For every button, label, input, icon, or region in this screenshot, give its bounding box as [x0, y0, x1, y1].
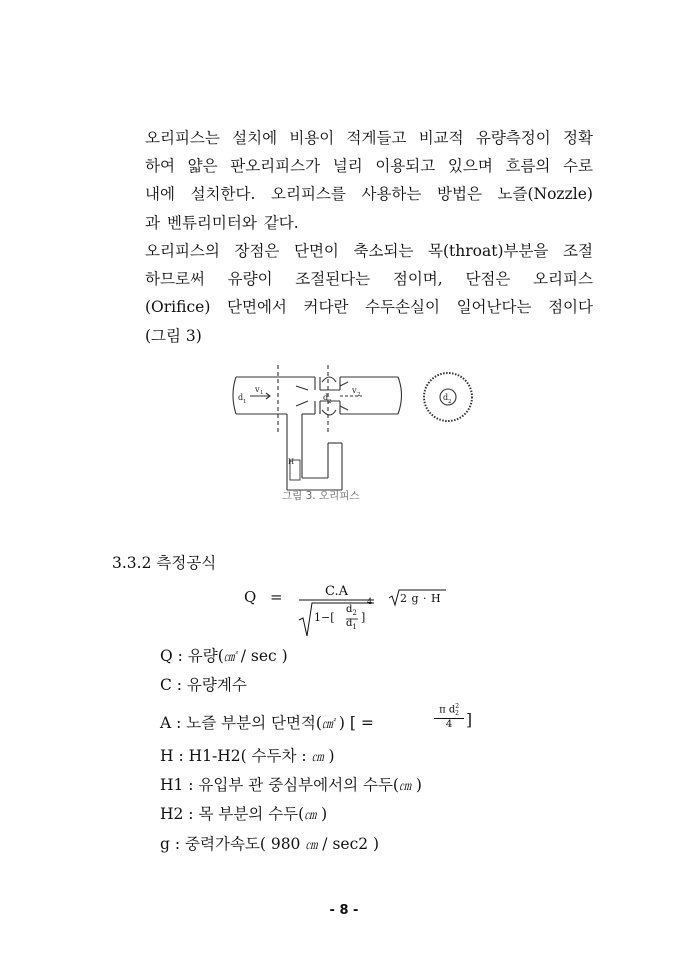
text-line — [145, 180, 593, 208]
word: 커다란 — [303, 298, 349, 317]
word: 오리피스는 — [145, 129, 220, 147]
word: 있으며 — [447, 157, 493, 176]
word: 방법은 — [437, 185, 482, 204]
word: 조절된다는 — [295, 270, 371, 289]
word: 판오리피스가 — [230, 157, 321, 176]
word: 비용이 — [289, 129, 335, 147]
text-line — [145, 322, 593, 350]
label-v1: v — [255, 385, 260, 394]
word: 노즐(Nozzle) — [497, 185, 593, 204]
word: 단면에서 — [227, 298, 287, 317]
word: 일어난다는 — [456, 298, 532, 317]
text-line — [145, 237, 593, 265]
word: 얇은 — [187, 157, 218, 176]
paragraph-1 — [145, 124, 593, 237]
word: 단점은 — [465, 270, 511, 289]
area-bracket-close: ] — [466, 711, 473, 729]
text-line — [145, 209, 593, 237]
word: 축소되는 — [353, 242, 414, 260]
word: 오리피스의 — [145, 242, 220, 260]
word: 수로 — [563, 157, 593, 176]
word: 점이다 — [548, 298, 593, 317]
paragraph-2 — [145, 237, 593, 350]
word: 목(throat)부분을 — [428, 242, 549, 260]
text-line — [145, 265, 593, 293]
def-C: C : 유량계수 — [160, 676, 247, 694]
word: 점이며, — [392, 270, 443, 289]
word: 과 — [145, 213, 160, 232]
def-g: g : 중력가속도( 980 ㎝ / sec2 ) — [160, 835, 380, 853]
word: 사용하는 — [361, 185, 422, 204]
label-disk: d — [443, 393, 449, 402]
word: 정확 — [563, 129, 593, 147]
word: 널리 — [332, 157, 363, 176]
word: 적게들고 — [346, 129, 407, 147]
word: 벤튜리미터와 — [166, 213, 257, 232]
def-H2: H2 : 목 부분의 수두(㎝ ) — [160, 805, 328, 823]
svg-text:2: 2 — [328, 399, 332, 405]
word: 단면이 — [293, 242, 339, 260]
word: 하여 — [145, 157, 175, 176]
page-number: - 8 - — [329, 903, 359, 918]
label-d2: d — [323, 393, 329, 402]
word: (그림 3) — [145, 326, 202, 345]
word: 유량측정이 — [475, 129, 551, 147]
svg-text:2: 2 — [357, 392, 361, 398]
word: 유량이 — [227, 270, 273, 289]
area-fraction: π $d^2_2$ 4 — [434, 703, 464, 730]
label-H: H — [288, 458, 295, 466]
text-line — [145, 152, 593, 180]
word: 같다. — [263, 213, 299, 232]
word: 설치에 — [232, 129, 278, 147]
text-line — [145, 124, 593, 152]
def-Q: Q : 유량(㎤ / sec ) — [160, 647, 288, 665]
figure-caption: 그림 3. 오리피스 — [282, 490, 360, 502]
word: 오리피스를 — [271, 185, 346, 204]
word: 비교적 — [418, 129, 464, 147]
svg-text:2: 2 — [448, 399, 452, 405]
word: 흐름의 — [505, 157, 551, 176]
word: 장점은 — [234, 242, 280, 260]
word: 하므로써 — [145, 270, 205, 289]
word: (Orifice) — [145, 298, 211, 317]
word: 설치한다. — [190, 185, 256, 204]
def-A: A : 노즐 부분의 단면적(㎠ ) [ = — [160, 714, 374, 732]
word: 오리피스 — [533, 270, 593, 289]
text-line — [145, 293, 593, 321]
word: 이용되고 — [375, 157, 436, 176]
svg-text:1: 1 — [260, 390, 264, 396]
label-d1: d — [238, 393, 244, 402]
section-heading: 3.3.2 측정공식 — [112, 554, 217, 572]
word: 수두손실이 — [365, 298, 440, 317]
label-v2: v — [352, 386, 357, 395]
word: 내에 — [145, 185, 175, 204]
word: 조절 — [563, 242, 593, 260]
def-H1: H1 : 유입부 관 중심부에서의 수두(㎝ ) — [160, 776, 422, 794]
def-H: H : H1-H2( 수두차 : ㎝ ) — [160, 747, 335, 765]
svg-text:1: 1 — [243, 399, 247, 405]
